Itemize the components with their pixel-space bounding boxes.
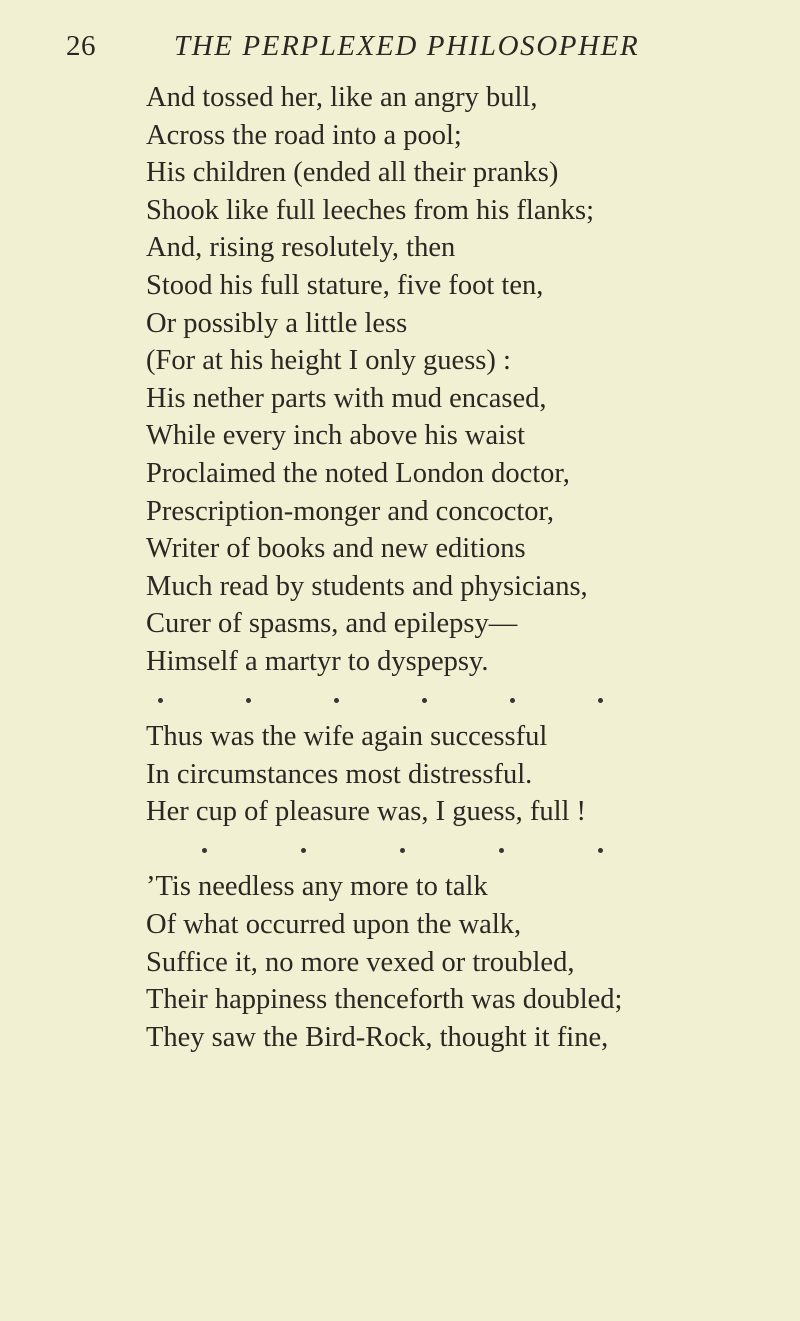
- page-header: [0, 30, 800, 70]
- verse-line: Shook like full leeches from his flanks;: [146, 194, 594, 226]
- verse-line: ’Tis needless any more to talk: [146, 871, 488, 903]
- separator-dot: [158, 698, 163, 703]
- verse-line: His nether parts with mud encased,: [146, 382, 547, 414]
- separator-dot: [598, 848, 603, 853]
- verse-line: Prescription-monger and concoctor,: [146, 495, 555, 527]
- verse-line: Stood his full stature, five foot ten,: [146, 269, 544, 301]
- verse-line: Of what occurred upon the walk,: [146, 909, 522, 941]
- separator-dot: [334, 698, 339, 703]
- verse-line: While every inch above his waist: [146, 420, 526, 452]
- separator-dot: [246, 698, 251, 703]
- verse-line: Proclaimed the noted London doctor,: [146, 457, 570, 489]
- separator-dot: [598, 698, 603, 703]
- separator-dot: [400, 848, 405, 853]
- separator-dot: [499, 848, 504, 853]
- ellipsis-separator: [146, 831, 786, 869]
- verse-line: They saw the Bird-Rock, thought it fine,: [146, 1021, 609, 1053]
- running-title: THE PERPLEXED PHILOSOPHER: [174, 30, 640, 62]
- poem-text: [146, 79, 786, 1056]
- verse-line: Across the road into a pool;: [146, 119, 462, 151]
- separator-dot: [202, 848, 207, 853]
- page-number: 26: [66, 30, 96, 62]
- verse-line: His children (ended all their pranks): [146, 157, 559, 189]
- ellipsis-separator: [146, 681, 786, 719]
- verse-line: Writer of books and new editions: [146, 533, 526, 565]
- verse-line: Himself a martyr to dyspepsy.: [146, 645, 489, 677]
- separator-dot: [510, 698, 515, 703]
- verse-line: Her cup of pleasure was, I guess, full !: [146, 796, 587, 828]
- verse-line: And tossed her, like an angry bull,: [146, 82, 538, 113]
- separator-dot: [422, 698, 427, 703]
- verse-line: Much read by students and physicians,: [146, 570, 588, 602]
- verse-line: Curer of spasms, and epilepsy—: [146, 608, 518, 640]
- verse-line: Thus was the wife again successful: [146, 721, 548, 753]
- verse-line: (For at his height I only guess) :: [146, 345, 511, 377]
- verse-line: And, rising resolutely, then: [146, 232, 456, 264]
- verse-line: In circumstances most distressful.: [146, 758, 533, 790]
- separator-dot: [301, 848, 306, 853]
- verse-line: Their happiness thenceforth was doubled;: [146, 984, 623, 1016]
- verse-line: Suffice it, no more vexed or troubled,: [146, 946, 575, 978]
- verse-line: Or possibly a little less: [146, 307, 408, 339]
